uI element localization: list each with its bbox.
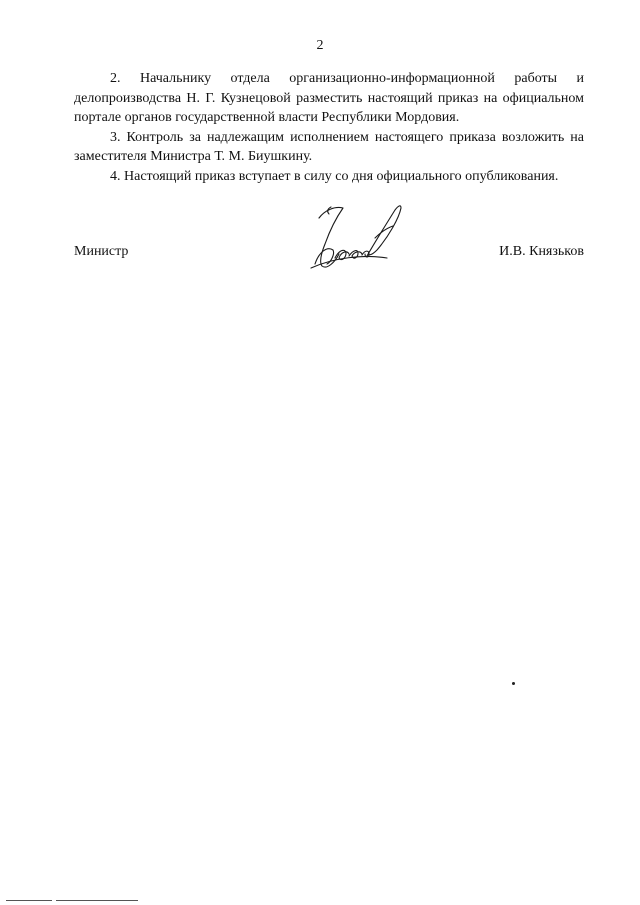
signatory-name: И.В. Князьков <box>499 244 584 259</box>
footer-rule <box>56 900 138 901</box>
paragraph-item-4: 4. Настоящий приказ вступает в силу со дня официального опубликования. <box>110 168 559 184</box>
paragraph-item-3: 3. Контроль за надлежащим исполнением настоящего приказа возложить на заместителя Министра Т. М. Биушкину. <box>74 129 584 164</box>
paragraph-item-2: 2. Начальнику отдела организационно-информационной работы и делопроизводства Н. Г. Кузнецовой разместить настоящий приказ на официальном портале органов государственной власти Республики Мордовия. <box>74 71 584 125</box>
signatory-title: Министр <box>74 244 129 259</box>
page-number: 2 <box>316 38 324 53</box>
order-body <box>74 69 584 186</box>
scan-speck <box>512 682 515 685</box>
signature-block <box>74 244 584 268</box>
footer-rule <box>6 900 52 901</box>
